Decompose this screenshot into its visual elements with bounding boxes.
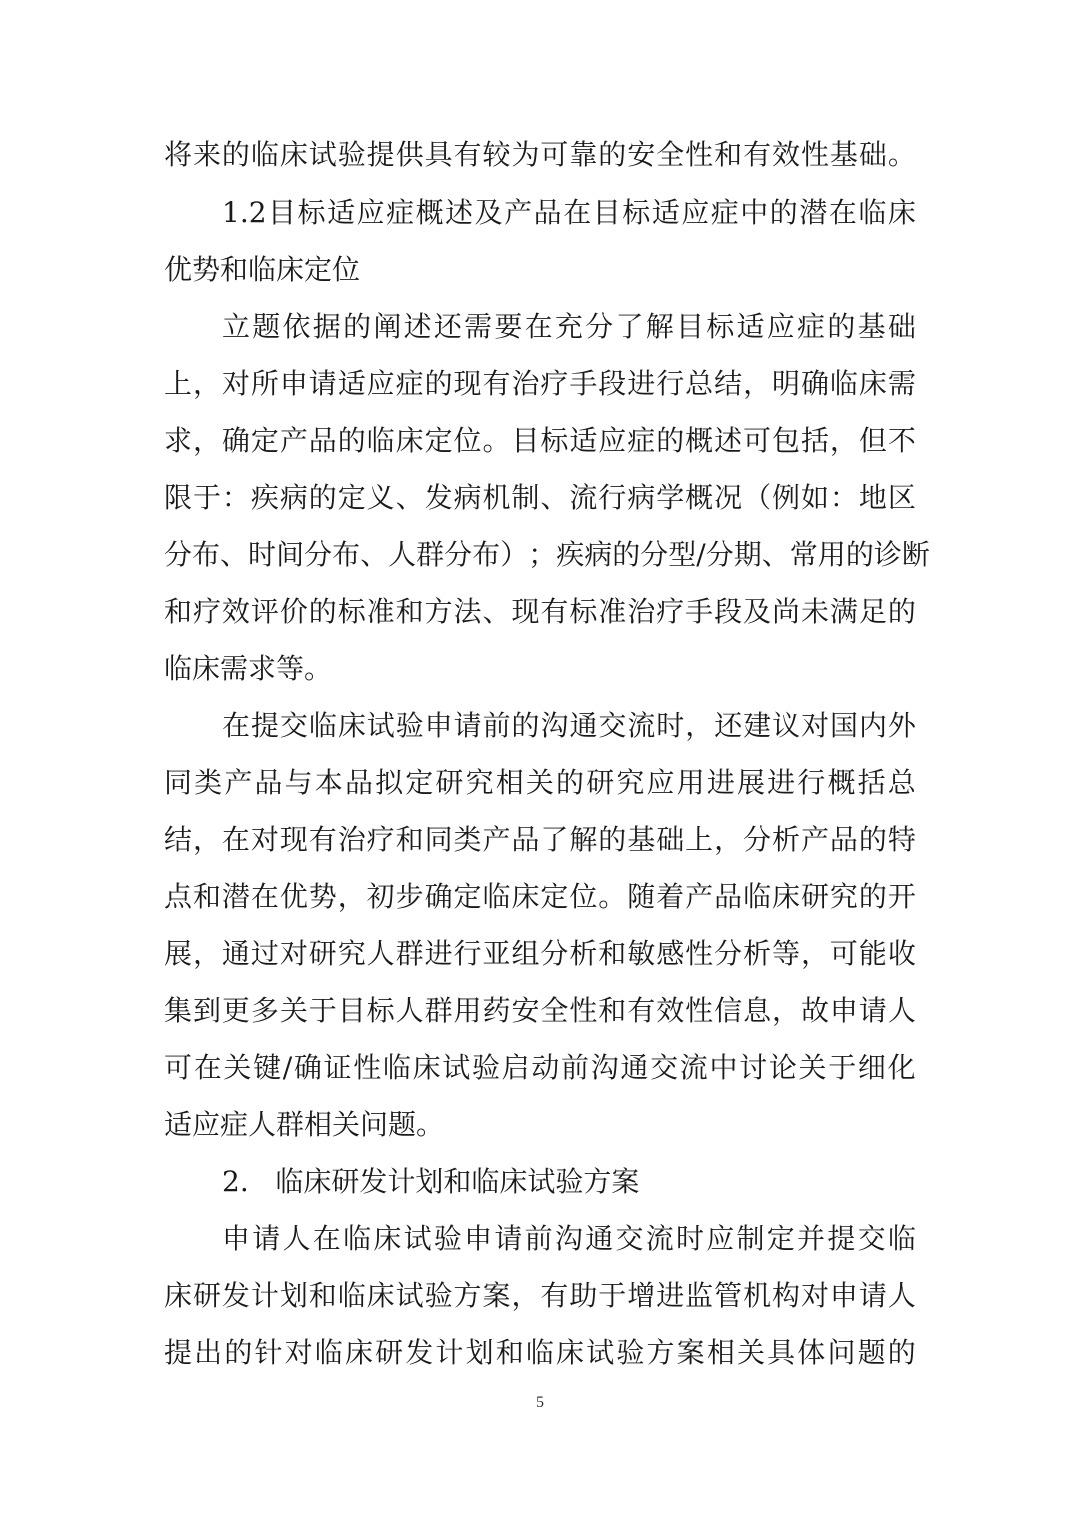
text-line: 展 ， 通 过 对 研 究 人 群 进 行 亚 组 分 析 和 敏 感 性 分 析 等 ， 可 能 收 bbox=[164, 937, 916, 970]
page-number: 5 bbox=[536, 1394, 544, 1411]
text-line: 结 ， 在 对 现 有 治 疗 和 同 类 产 品 了 解 的 基 础 上 ， 分 析 产 品 的 特 bbox=[164, 823, 916, 856]
text-line: 优势和临床定位 bbox=[164, 253, 361, 286]
text-line: 同 类 产 品 与 本 品 拟 定 研 究 相 关 的 研 究 应 用 进 展 进 行 概 括 总 bbox=[164, 766, 916, 799]
text-line: 点 和 潜 在 优 势 ， 初 步 确 定 临 床 定 位 。 随 着 产 品 临 床 研 究 的 开 bbox=[164, 880, 916, 913]
text-line: 和 疗 效 评 价 的 标 准 和 方 法 、 现 有 标 准 治 疗 手 段 及 尚 未 满 足 的 bbox=[164, 595, 916, 628]
text-line: 求 ， 确 定 产 品 的 临 床 定 位 。 目 标 适 应 症 的 概 述 可 包 括 ， 但 不 bbox=[164, 424, 916, 457]
text-line: 适应症人群相关问题。 bbox=[164, 1108, 445, 1141]
text-line: 提 出 的 针 对 临 床 研 发 计 划 和 临 床 试 验 方 案 相 关 具 体 问 题 的 bbox=[164, 1336, 916, 1369]
text-line: 2. 临床研发计划和临床试验方案 bbox=[222, 1165, 640, 1198]
text-line: 床 研 发 计 划 和 临 床 试 验 方 案 ， 有 助 于 增 进 监 管 机 构 对 申 请 人 bbox=[164, 1279, 916, 1312]
text-line: 上 ， 对 所 申 请 适 应 症 的 现 有 治 疗 手 段 进 行 总 结 ， 明 确 临 床 需 bbox=[164, 367, 916, 400]
text-line: 1.2 目 标 适 应 症 概 述 及 产 品 在 目 标 适 应 症 中 的 潜 在 临 床 bbox=[222, 196, 916, 229]
text-line: 立 题 依 据 的 阐 述 还 需 要 在 充 分 了 解 目 标 适 应 症 的 基 础 bbox=[222, 310, 916, 343]
text-line: 可 在 关 键 / 确 证 性 临 床 试 验 启 动 前 沟 通 交 流 中 讨 论 关 于 细 化 bbox=[164, 1051, 916, 1084]
text-line: 限 于 ： 疾 病 的 定 义 、 发 病 机 制 、 流 行 病 学 概 况 （ 例 如 ： 地 区 bbox=[164, 481, 916, 514]
text-line: 临床需求等。 bbox=[164, 652, 333, 685]
text-line: 申 请 人 在 临 床 试 验 申 请 前 沟 通 交 流 时 应 制 定 并 提 交 临 bbox=[222, 1222, 916, 1255]
text-line: 在 提 交 临 床 试 验 申 请 前 的 沟 通 交 流 时 ， 还 建 议 对 国 内 外 bbox=[222, 709, 916, 742]
text-line: 集 到 更 多 关 于 目 标 人 群 用 药 安 全 性 和 有 效 性 信 息 ， 故 申 请 人 bbox=[164, 994, 916, 1027]
text-line: 将 来 的 临 床 试 验 提 供 具 有 较 为 可 靠 的 安 全 性 和 有 效 性 基 础 。 bbox=[164, 138, 916, 171]
text-line: 分 布 、 时 间 分 布 、 人 群 分 布 ） ； 疾 病 的 分 型 / 分 期 、 常 用 的 诊 断 bbox=[164, 538, 930, 571]
